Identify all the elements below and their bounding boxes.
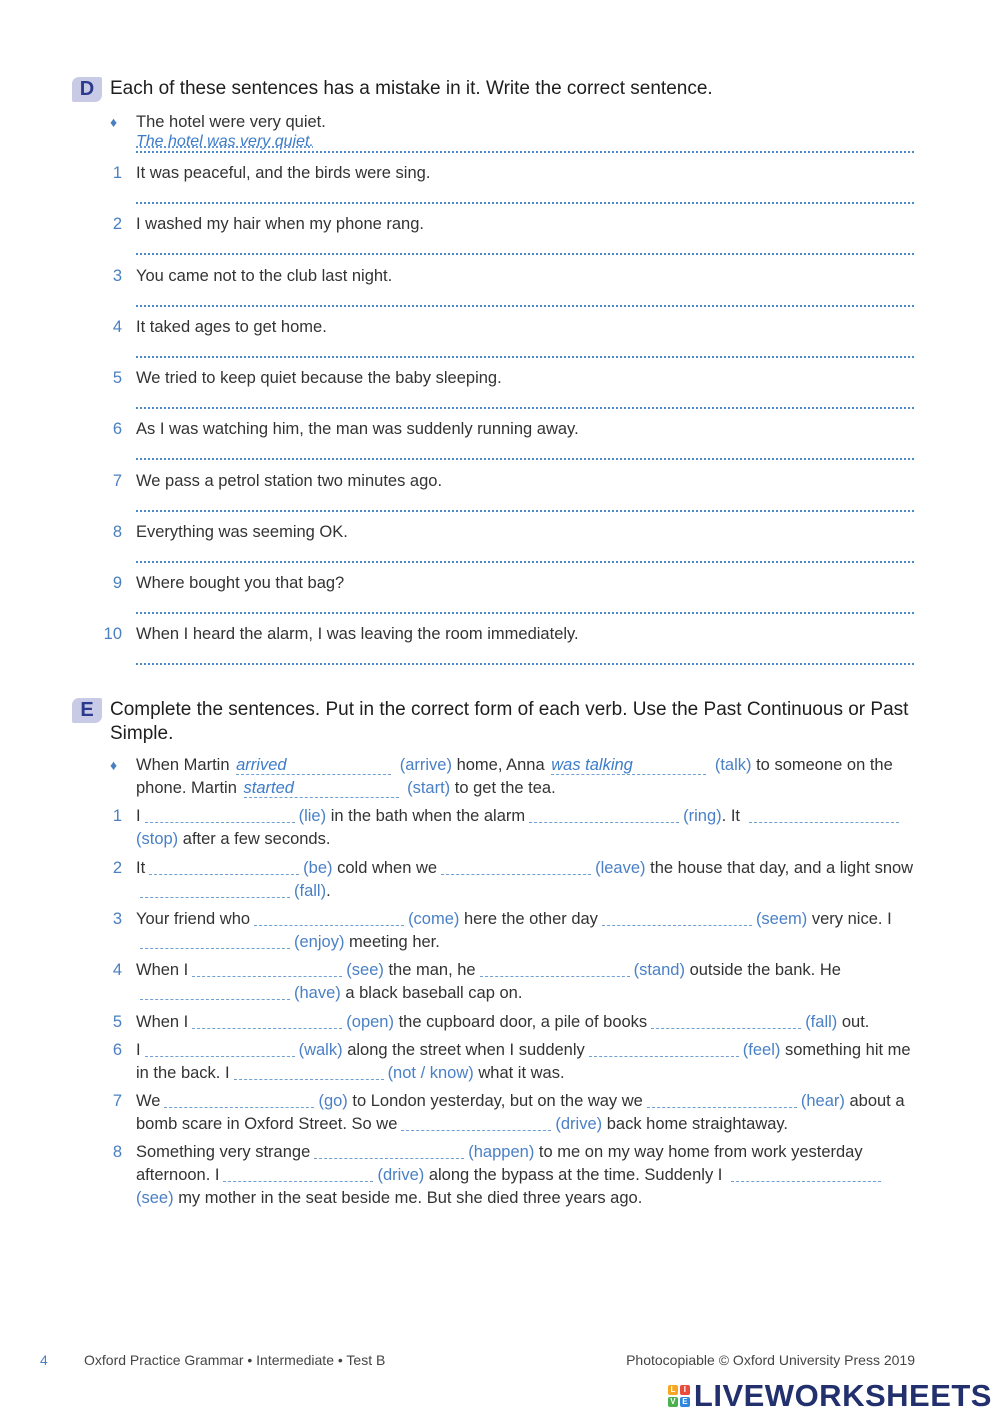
answer-input-2[interactable] <box>136 253 914 255</box>
exercise-text <box>136 805 920 851</box>
blank-input[interactable] <box>149 859 299 875</box>
blank-input[interactable] <box>651 1013 801 1029</box>
verb-hint: (fall) <box>294 882 327 900</box>
text: When Martin <box>136 756 230 774</box>
exercise-text <box>136 1141 920 1210</box>
text: cold when we <box>337 859 438 877</box>
verb-hint: (drive) <box>377 1166 425 1184</box>
blank-input[interactable] <box>234 1064 384 1080</box>
question-number: 9 <box>112 574 122 592</box>
blank-input[interactable] <box>140 933 290 949</box>
question-number: 4 <box>112 961 122 979</box>
verb-hint: (ring) <box>683 807 722 825</box>
verb-hint: (open) <box>346 1013 394 1031</box>
verb-hint: (see) <box>136 1189 174 1207</box>
question-sentence: Everything was seeming OK. <box>136 523 348 541</box>
blank-input[interactable] <box>140 882 290 898</box>
question-number: 8 <box>112 1143 122 1161</box>
section-e-badge: E <box>72 698 102 723</box>
blank-input[interactable] <box>441 859 591 875</box>
example-answer: arrived <box>236 756 391 775</box>
text: in the bath when the alarm <box>330 807 526 825</box>
question-row <box>100 572 920 624</box>
verb-hint: (lie) <box>298 807 327 825</box>
question-row <box>100 470 920 522</box>
diamond-icon: ♦ <box>110 114 118 130</box>
question-row <box>100 265 920 317</box>
question-sentence: It was peaceful, and the birds were sing. <box>136 164 431 182</box>
diamond-icon: ♦ <box>110 757 118 773</box>
exercise-row <box>100 1039 920 1085</box>
exercise-row <box>100 857 920 903</box>
verb-hint: (see) <box>346 961 384 979</box>
text: along the bypass at the time. Suddenly I <box>428 1166 723 1184</box>
text: here the other day <box>464 910 598 928</box>
exercise-text <box>136 1011 920 1034</box>
copyright: Photocopiable © Oxford University Press 2019 <box>626 1352 915 1368</box>
text: I <box>136 1041 141 1059</box>
question-number: 3 <box>112 267 122 285</box>
text: out. <box>841 1013 870 1031</box>
text: When I <box>136 961 189 979</box>
verb-hint: (walk) <box>298 1041 343 1059</box>
question-number: 10 <box>103 625 122 643</box>
exercise-row <box>100 805 920 851</box>
answer-input-3[interactable] <box>136 305 914 307</box>
blank-input[interactable] <box>192 961 342 977</box>
text: about a bomb scare in Oxford Street. So we <box>136 1092 905 1133</box>
text: what it was. <box>478 1064 565 1082</box>
answer-input-10[interactable] <box>136 663 914 665</box>
blank-input[interactable] <box>223 1166 373 1182</box>
answer-input-7[interactable] <box>136 510 914 512</box>
logo-tile: L <box>668 1385 678 1395</box>
question-number: 4 <box>112 318 122 336</box>
verb-hint: (stop) <box>136 830 179 848</box>
question-row <box>100 418 920 470</box>
text: When I <box>136 1013 189 1031</box>
text: Your friend who <box>136 910 251 928</box>
example-sentence: The hotel were very quiet. <box>136 113 326 131</box>
question-number: 3 <box>112 910 122 928</box>
text: to me on my way home from work yesterday afternoon. I <box>136 1143 863 1184</box>
blank-input[interactable] <box>145 807 295 823</box>
example-text <box>136 754 920 800</box>
question-row <box>100 213 920 265</box>
question-row <box>100 316 920 368</box>
book-title: Oxford Practice Grammar • Intermediate • Test B <box>84 1352 386 1368</box>
text: . <box>326 882 331 900</box>
question-sentence: We pass a petrol station two minutes ago. <box>136 472 443 490</box>
text: meeting her. <box>349 933 440 951</box>
answer-input-8[interactable] <box>136 561 914 563</box>
exercise-row <box>100 959 920 1005</box>
verb-hint: (not / know) <box>387 1064 474 1082</box>
text: the man, he <box>388 961 476 979</box>
text: outside the bank. He <box>689 961 841 979</box>
liveworksheets-logo-icon <box>668 1385 690 1407</box>
blank-input[interactable] <box>164 1092 314 1108</box>
text: after a few seconds. <box>182 830 331 848</box>
text: I <box>136 807 141 825</box>
question-sentence: When I heard the alarm, I was leaving the room immediately. <box>136 625 579 643</box>
text: . It <box>721 807 741 825</box>
question-sentence: I washed my hair when my phone rang. <box>136 215 424 233</box>
exercise-text <box>136 1039 920 1085</box>
exercise-row <box>100 1011 920 1034</box>
text: a black baseball cap on. <box>345 984 523 1002</box>
verb-hint: (be) <box>303 859 333 877</box>
text: my mother in the seat beside me. But she died three years ago. <box>178 1189 643 1207</box>
exercise-row <box>100 908 920 954</box>
answer-line[interactable] <box>136 151 914 153</box>
question-number: 7 <box>112 472 122 490</box>
text: home, Anna <box>456 756 545 774</box>
blank-input[interactable] <box>254 910 404 926</box>
text: It <box>136 859 146 877</box>
question-number: 2 <box>112 215 122 233</box>
blank-input[interactable] <box>602 910 752 926</box>
example-row <box>100 754 920 800</box>
question-number: 5 <box>112 369 122 387</box>
question-sentence: We tried to keep quiet because the baby sleeping. <box>136 369 502 387</box>
answer-input-5[interactable] <box>136 407 914 409</box>
blank-input[interactable] <box>529 807 679 823</box>
question-sentence: You came not to the club last night. <box>136 267 393 285</box>
blank-input[interactable] <box>647 1092 797 1108</box>
exercise-row <box>100 1141 920 1210</box>
logo-tile: E <box>680 1397 690 1407</box>
text: the house that day, and a light snow <box>650 859 914 877</box>
answer-input-4[interactable] <box>136 356 914 358</box>
question-number: 8 <box>112 523 122 541</box>
question-number: 2 <box>112 859 122 877</box>
verb-hint: (drive) <box>555 1115 603 1133</box>
text: the cupboard door, a pile of books <box>398 1013 648 1031</box>
text: very nice. I <box>811 910 892 928</box>
verb-hint: (fall) <box>805 1013 838 1031</box>
section-d-badge: D <box>72 77 102 102</box>
blank-input[interactable] <box>480 961 630 977</box>
logo-tile: I <box>680 1385 690 1395</box>
question-number: 7 <box>112 1092 122 1110</box>
answer-input-9[interactable] <box>136 612 914 614</box>
section-d-title: Each of these sentences has a mistake in it. Write the correct sentence. <box>110 78 713 99</box>
question-number: 6 <box>112 420 122 438</box>
logo-tile: V <box>668 1397 678 1407</box>
blank-input[interactable] <box>749 807 899 823</box>
exercise-text <box>136 959 920 1005</box>
blank-input[interactable] <box>192 1013 342 1029</box>
question-sentence: As I was watching him, the man was suddenly running away. <box>136 420 579 438</box>
verb-hint: (stand) <box>633 961 685 979</box>
blank-input[interactable] <box>140 984 290 1000</box>
verb-hint: (go) <box>318 1092 348 1110</box>
question-number: 1 <box>112 807 122 825</box>
question-number: 5 <box>112 1013 122 1031</box>
text: to someone on the phone. Martin <box>136 756 893 797</box>
verb-hint: (hear) <box>800 1092 845 1110</box>
exercise-text <box>136 1090 920 1136</box>
answer-input-1[interactable] <box>136 202 914 204</box>
text: We <box>136 1092 161 1110</box>
blank-input[interactable] <box>145 1041 295 1057</box>
exercise-text <box>136 908 920 954</box>
example-answer: The hotel was very quiet. <box>136 133 314 150</box>
text: Something very strange <box>136 1143 311 1161</box>
example-row <box>100 111 920 163</box>
exercise-text <box>136 857 920 903</box>
verb-hint: (have) <box>294 984 341 1002</box>
text: something hit me in the back. I <box>136 1041 911 1082</box>
verb-hint: (leave) <box>595 859 646 877</box>
answer-input-6[interactable] <box>136 458 914 460</box>
verb-hint: (feel) <box>742 1041 781 1059</box>
blank-input[interactable] <box>589 1041 739 1057</box>
verb-hint: (talk) <box>714 756 752 774</box>
exercise-row <box>100 1090 920 1136</box>
section-e-title: Complete the sentences. Put in the correct form of each verb. Use the Past Continuous or Past Simple. <box>110 699 909 744</box>
blank-input[interactable] <box>731 1166 881 1182</box>
section-d-header <box>72 77 910 102</box>
verb-hint: (enjoy) <box>294 933 345 951</box>
liveworksheets-wordmark: LIVEWORKSHEETS <box>693 1378 992 1413</box>
question-row <box>100 162 920 214</box>
verb-hint: (seem) <box>755 910 808 928</box>
question-row <box>100 367 920 419</box>
example-answer: started <box>244 779 399 798</box>
liveworksheets-brand <box>668 1378 992 1413</box>
verb-hint: (arrive) <box>399 756 452 774</box>
question-row <box>100 521 920 573</box>
text: along the street when I suddenly <box>347 1041 585 1059</box>
page-number: 4 <box>40 1352 48 1368</box>
section-e-header <box>72 698 910 746</box>
question-sentence: Where bought you that bag? <box>136 574 345 592</box>
question-row <box>100 623 920 675</box>
verb-hint: (start) <box>407 779 451 797</box>
question-number: 6 <box>112 1041 122 1059</box>
text: to London yesterday, but on the way we <box>352 1092 643 1110</box>
verb-hint: (come) <box>408 910 460 928</box>
text: back home straightaway. <box>606 1115 789 1133</box>
text: to get the tea. <box>454 779 556 797</box>
blank-input[interactable] <box>314 1143 464 1159</box>
verb-hint: (happen) <box>468 1143 535 1161</box>
question-sentence: It taked ages to get home. <box>136 318 327 336</box>
example-answer: was talking <box>551 756 706 775</box>
blank-input[interactable] <box>401 1115 551 1131</box>
question-number: 1 <box>112 164 122 182</box>
